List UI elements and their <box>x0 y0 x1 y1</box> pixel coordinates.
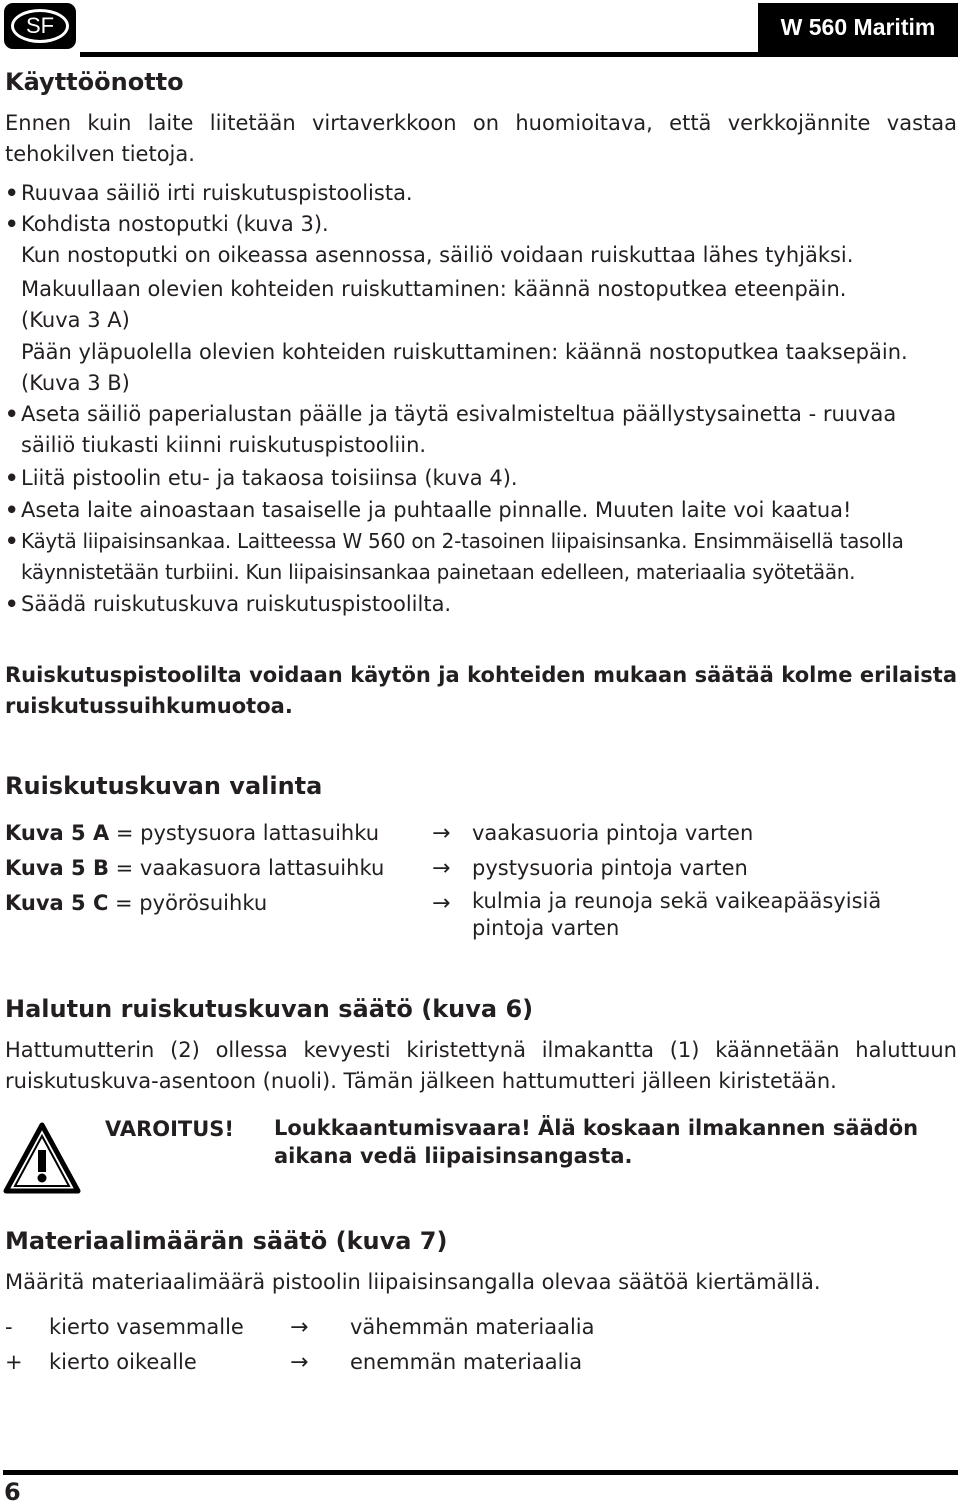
list-continuation: Kun nostoputki on oikeassa asennossa, säiliö voidaan ruiskuttaa lähes tyhjäksi. <box>21 243 854 267</box>
table-cell-result: pystysuoria pintoja varten <box>472 856 748 880</box>
bullet-icon: • <box>5 212 19 236</box>
bullet-icon: • <box>5 181 19 205</box>
arrow-right-icon: → <box>290 1350 309 1375</box>
bullet-icon: • <box>5 466 19 490</box>
list-item: • Kohdista nostoputki (kuva 3). <box>5 209 957 240</box>
materiaali-paragraph: Määritä materiaalimäärä pistoolin liipaisinsangalla olevaa säätöä kiertämällä. <box>5 1270 821 1294</box>
arrow-right-icon: → <box>432 891 451 916</box>
section-title-valinta: Ruiskutuskuvan valinta <box>5 772 323 800</box>
table-cell-result: vaakasuoria pintoja varten <box>472 821 754 845</box>
saato-paragraph: Hattumutterin (2) ollessa kevyesti kiristettynä ilmakantta (1) käännetään haluttuun ruiskutuskuva-asentoon (nuoli). Tämän jälkeen hattumutteri jälleen kiristetään. <box>5 1038 957 1093</box>
list-continuation: (Kuva 3 B) <box>21 371 130 395</box>
list-item: • Käytä liipaisinsankaa. Laitteessa W 560 on 2-tasoinen liipaisinsanka. Ensimmäisellä tasolla käynnistetään turbiini. Kun liipaisinsankaa painetaan edelleen, materiaalia syötetään. <box>5 526 957 588</box>
table-cell-result: vähemmän materiaalia <box>350 1315 595 1339</box>
page-number: 6 <box>4 1478 21 1506</box>
table-cell-sign: + <box>5 1350 23 1374</box>
arrow-right-icon: → <box>432 856 451 881</box>
warning-text: Loukkaantumisvaara! Älä koskaan ilmakannen säädön aikana vedä liipaisinsangasta. <box>274 1116 919 1168</box>
table-cell-sign: - <box>5 1315 13 1339</box>
list-item: • Aseta säiliö paperialustan päälle ja täytä esivalmisteltua päällystysainetta - ruuvaa säiliö tiukasti kiinni ruiskutuspistooliin. <box>5 399 957 461</box>
table-row: Kuva 5 B = vaakasuora lattasuihku <box>5 856 385 880</box>
table-cell-action: kierto vasemmalle <box>49 1315 244 1339</box>
table-cell-result: kulmia ja reunoja sekä vaikeapääsyisiä pintoja varten <box>472 889 882 940</box>
list-item: • Säädä ruiskutuskuva ruiskutuspistoolilta. <box>5 589 957 620</box>
bullet-icon: • <box>5 498 19 522</box>
warning-icon <box>3 1122 81 1194</box>
section-title-kayttoonotto: Käyttöönotto <box>5 68 184 96</box>
model-title: W 560 Maritim <box>758 3 958 52</box>
list-item: • Liitä pistoolin etu- ja takaosa toisiinsa (kuva 4). <box>5 463 957 494</box>
bullet-icon: • <box>5 592 19 616</box>
arrow-right-icon: → <box>290 1315 309 1340</box>
list-continuation: Pään yläpuolella olevien kohteiden ruiskuttaminen: käännä nostoputkea taaksepäin. <box>21 340 908 364</box>
list-continuation: Makuullaan olevien kohteiden ruiskuttaminen: käännä nostoputkea eteenpäin. <box>21 277 847 301</box>
table-cell-result: enemmän materiaalia <box>350 1350 583 1374</box>
section-title-saato: Halutun ruiskutuskuvan säätö (kuva 6) <box>5 995 534 1023</box>
list-item: • Aseta laite ainoastaan tasaiselle ja puhtaalle pinnalle. Muuten laite voi kaatua! <box>5 495 957 526</box>
language-badge <box>4 3 76 49</box>
bullet-icon: • <box>5 402 19 426</box>
header-rule <box>80 52 958 57</box>
warning-label: VAROITUS! <box>105 1117 234 1141</box>
arrow-right-icon: → <box>432 821 451 846</box>
table-row: Kuva 5 C = pyörösuihku <box>5 891 268 915</box>
table-row: Kuva 5 A = pystysuora lattasuihku <box>5 821 380 845</box>
bullet-icon: • <box>5 529 19 553</box>
section-title-materiaali: Materiaalimäärän säätö (kuva 7) <box>5 1227 448 1255</box>
intro-paragraph: Ennen kuin laite liitetään virtaverkkoon on huomioitava, että verkkojännite vastaa tehokilven tietoja. <box>5 111 957 166</box>
language-badge-label: SF <box>11 9 69 43</box>
list-continuation: (Kuva 3 A) <box>21 308 130 332</box>
table-cell-action: kierto oikealle <box>49 1350 197 1374</box>
bold-note: Ruiskutuspistoolilta voidaan käytön ja kohteiden mukaan säätää kolme erilaista ruiskutussuihkumuotoa. <box>5 663 957 718</box>
footer-rule <box>3 1470 958 1475</box>
list-item: • Ruuvaa säiliö irti ruiskutuspistoolista. <box>5 178 957 209</box>
